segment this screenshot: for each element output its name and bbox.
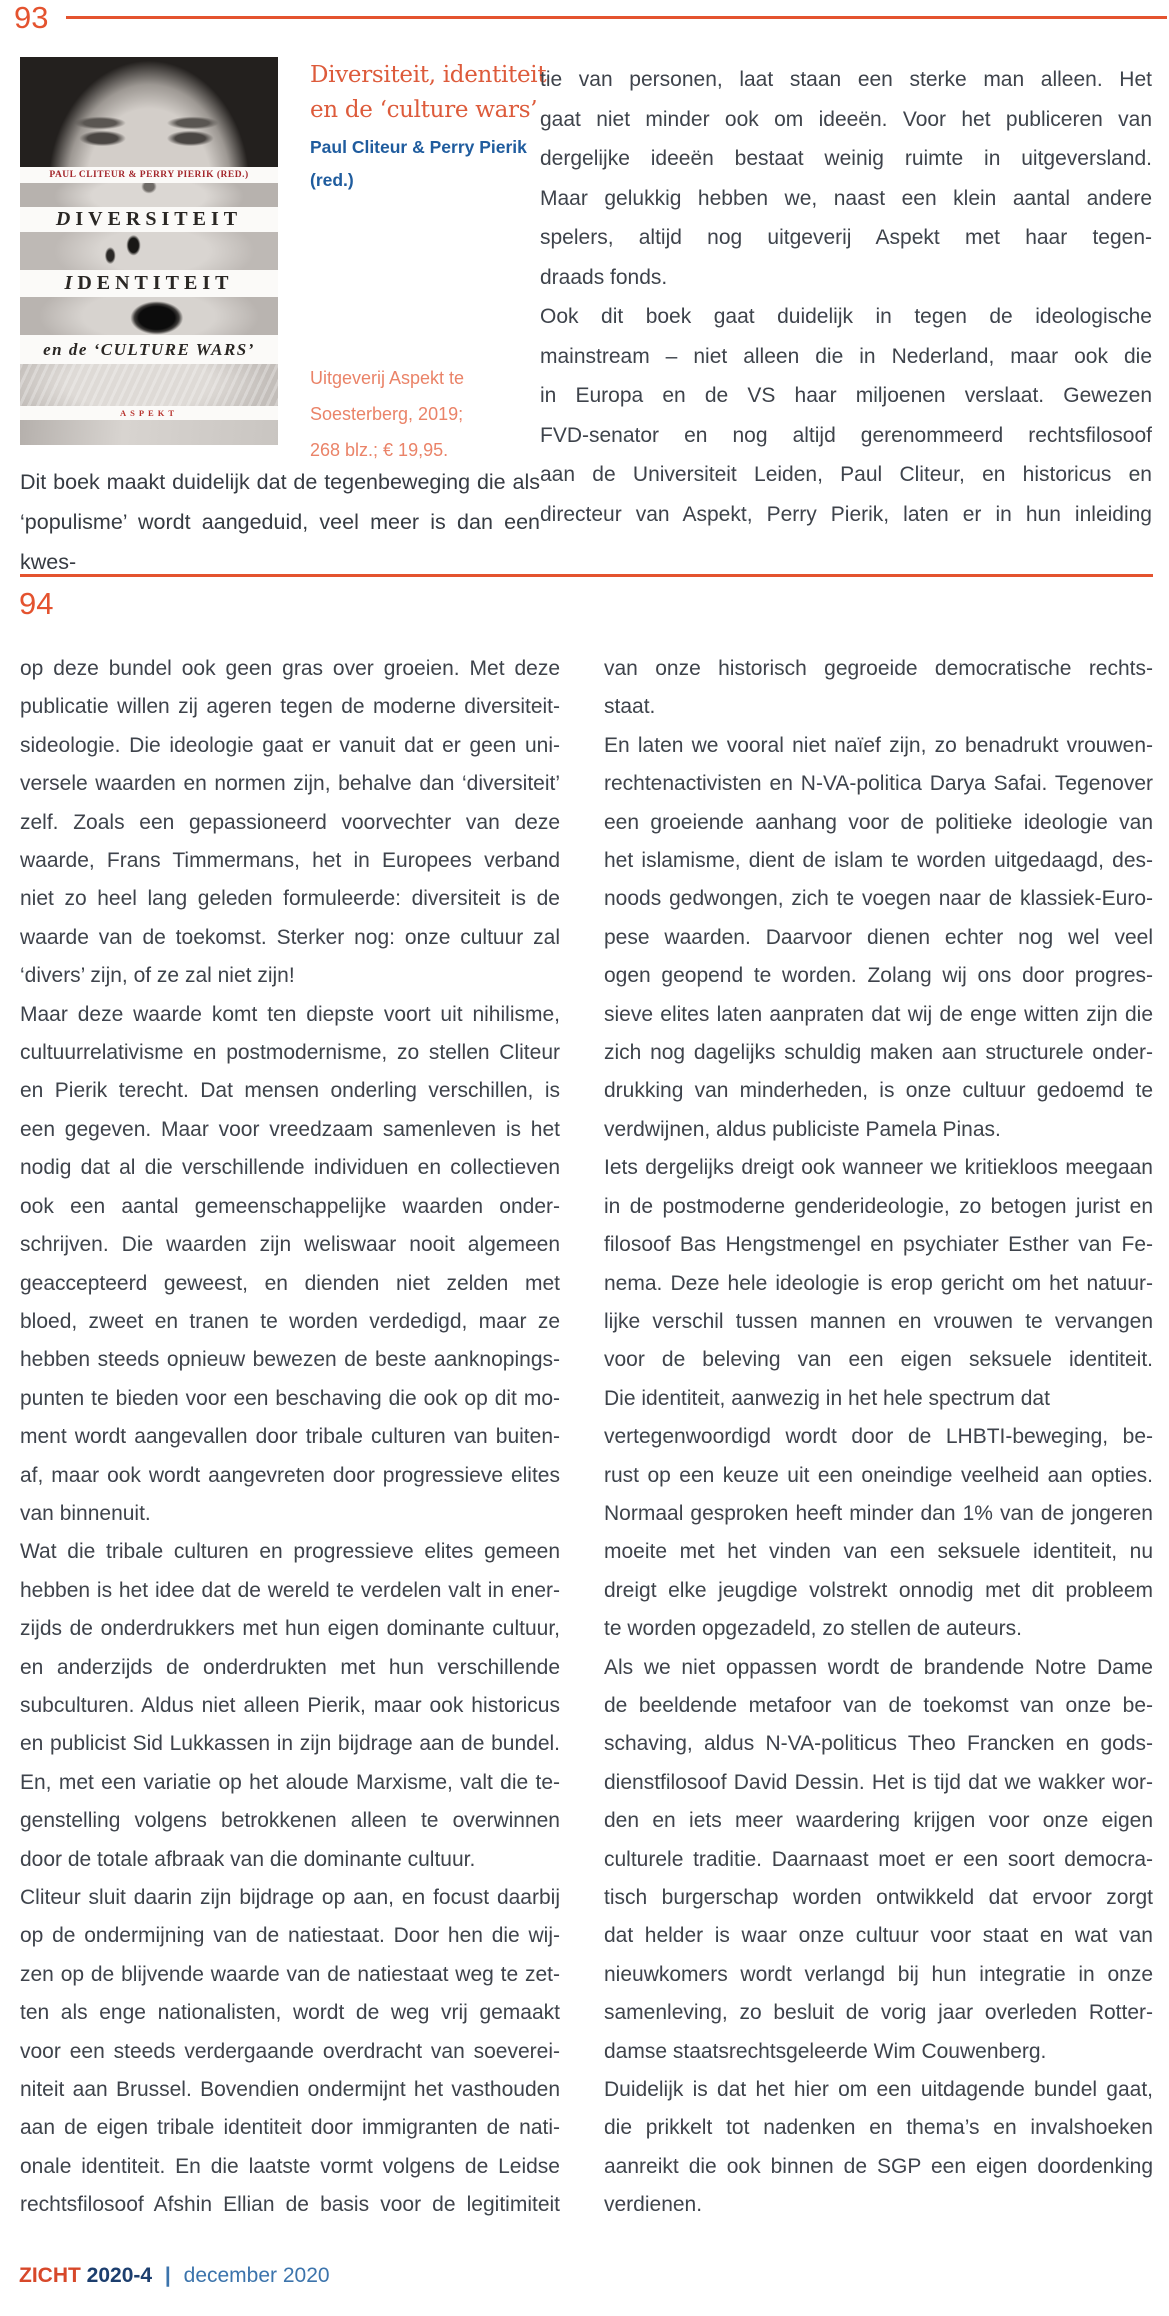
text-line: en anderzijds de onderdrukten met hun verschillende [20, 1655, 560, 1679]
text-line: en publicist Sid Lukkassen in zijn bijdrage aan de bundel. [20, 1732, 560, 1756]
text-line: culturele traditie. Daarnaast moet er een soort democra- [604, 1847, 1153, 1871]
text-line: voor een steeds verdergaande overdracht van soeverei- [20, 2039, 560, 2063]
text-line: niet zo heel lang geleden formuleerde: diversiteit is de [20, 887, 560, 911]
text-line: schrijven. Die waarden zijn weliswaar nooit algemeen [20, 1233, 560, 1257]
text-line: ‘populisme’ wordt aangeduid, veel meer is dan een kwes- [20, 510, 540, 574]
publication-info-line1: Uitgeverij Aspekt te [310, 368, 465, 388]
text-line: aan de eigen tribale identiteit door immigranten de nati- [20, 2116, 560, 2140]
text-line: bloed, zweet en tranen te worden verdedigd, maar ze [20, 1309, 560, 1333]
footer-separator: | [164, 2264, 171, 2287]
page94-right-column [604, 650, 1153, 2225]
text-line: tisch burgerschap worden ontwikkeld dat ervoor zorgt [604, 1886, 1153, 1909]
text-line: lijke verschil tussen mannen en vrouwen te vervangen [604, 1309, 1153, 1333]
text-line: schaving, aldus N-VA-politicus Theo Francken en gods- [604, 1732, 1153, 1756]
text-line: en Pierik terecht. Dat mensen onderling verschillen, is [20, 1079, 560, 1103]
cover-publisher-logo: ASPEKT [20, 406, 278, 420]
review-authors-line2: (red.) [310, 170, 354, 190]
text-line: noods gedwongen, zich te voegen naar de klassiek-Euro- [604, 887, 1153, 911]
text-line: En laten we vooral niet naïef zijn, zo benadrukt vrouwen- [604, 733, 1153, 757]
text-line: dergelijke ideeën bestaat weinig ruimte in uitgeversland. [540, 147, 1152, 170]
text-line: te worden opgezadeld, zo stellen de auteurs. [604, 1617, 1022, 1641]
text-line: filosoof Bas Hengstmengel en psychiater Esther van Fe- [604, 1233, 1153, 1257]
text-line: vertegenwoordigd wordt door de LHBTI-beweging, be- [604, 1425, 1153, 1449]
text-line: nieuwkomers wordt verlangd bij hun integratie in onze [604, 1962, 1153, 1986]
text-line: Cliteur sluit daarin zijn bijdrage op aan, en focust daarbij [20, 1886, 560, 1909]
text-line: Normaal gesproken heeft minder dan 1% van de jongeren [604, 1501, 1153, 1525]
text-line: draads fonds. [540, 265, 668, 289]
text-line: FVD-senator en nog altijd gerenommeerd rechtsfilosoof [540, 423, 1152, 447]
text-line: spelers, altijd nog uitgeverij Aspekt met haar tegen- [540, 226, 1152, 249]
text-line: rechtsfilosoof Afshin Ellian de basis voor de legitimiteit [20, 2193, 560, 2217]
text-line: staat. [604, 695, 656, 719]
text-line: mainstream – niet alleen die in Nederland, maar ook die [540, 344, 1152, 368]
text-line: zen op de blijvende waarde van de natiestaat weg te zet- [20, 1962, 560, 1986]
cover-title-identiteit: IDENTITEIT [20, 270, 278, 297]
publication-info-line3: 268 blz.; € 19,95. [310, 440, 449, 460]
text-line: genstelling volgens betrokkenen alleen te overwinnen [20, 1809, 560, 1833]
review-title-line2: en de ‘culture wars’ [310, 97, 538, 123]
cover-authors-band: PAUL CLITEUR & PERRY PIERIK (RED.) [20, 167, 278, 183]
text-line: dat helder is waar onze cultuur voor staat en wat van [604, 1924, 1153, 1948]
cover-title-culture-wars: en de ‘CULTURE WARS’ [20, 335, 278, 364]
footer-colophon [19, 2264, 330, 2288]
text-line: ‘divers’ zijn, of ze zal niet zijn! [20, 964, 295, 988]
text-line: Duidelijk is dat het hier om een uitdagende bundel gaat, [604, 2078, 1153, 2102]
text-line: moeite met het vinden van een seksuele identiteit, nu [604, 1540, 1153, 1564]
cover-photo-strip [20, 232, 278, 270]
text-line: die prikkelt tot nadenken en thema’s en invalshoeken [604, 2116, 1153, 2140]
text-line: den en iets meer waardering krijgen voor onze eigen [604, 1809, 1153, 1833]
review-title-line1: Diversiteit, identiteit [310, 62, 547, 88]
publication-info [310, 360, 464, 468]
text-line: een groeiende aanhang voor de politieke ideologie van [604, 810, 1153, 834]
text-line: damse staatsrechtsgeleerde Wim Couwenberg. [604, 2039, 1047, 2063]
text-line: van binnenuit. [20, 1501, 151, 1525]
text-line: waarde, Frans Timmermans, het in Europees verband [20, 849, 560, 873]
review-title [310, 58, 546, 128]
text-line: aan de Universiteit Leiden, Paul Cliteur, en historicus en [540, 463, 1152, 486]
text-line: Maar deze waarde komt ten diepste voort uit nihilisme, [20, 1002, 560, 1026]
cover-photo-strip [20, 420, 278, 445]
text-line: de beeldende metafoor van de toekomst van onze be- [604, 1693, 1153, 1717]
review-authors-line1: Paul Cliteur & Perry Pierik [310, 137, 527, 157]
text-line: geaccepteerd geweest, en dienden niet zelden met [20, 1271, 560, 1295]
cover-photo-face [20, 57, 278, 167]
text-line: ogen geopend te worden. Zolang wij ons door progres- [604, 964, 1153, 988]
text-line: onale identiteit. En die laatste vormt volgens de Leidse [20, 2154, 560, 2178]
publication-info-line2: Soesterberg, 2019; [310, 404, 464, 424]
footer-issue: 2020-4 [86, 2264, 153, 2287]
text-line: punten te bieden voor een beschaving die ook op dit mo- [20, 1386, 560, 1410]
book-cover-image [20, 57, 278, 445]
text-line: van onze historisch gegroeide democratische rechts- [604, 657, 1153, 680]
text-line: aanreikt die ook binnen de SGP een eigen doordenking [604, 2154, 1153, 2178]
text-line: dreigt elke jeugdige volstrekt onnodig met dit probleem [604, 1578, 1153, 1602]
text-line: publicatie willen zij ageren tegen de moderne diversiteit- [20, 695, 560, 719]
text-line: directeur van Aspekt, Perry Pierik, laten er in hun inleiding [540, 502, 1152, 526]
text-line: sieve elites laten aanpraten dat wij de enge witten zijn die [604, 1002, 1153, 1026]
text-line: Dit boek maakt duidelijk dat de tegenbeweging die als [20, 470, 540, 494]
text-line: het islamisme, dient de islam te worden uitgedaagd, des- [604, 849, 1153, 873]
text-line: in de postmoderne genderideologie, zo betogen jurist en [604, 1194, 1153, 1218]
text-line: cultuurrelativisme en postmodernisme, zo stellen Cliteur [20, 1041, 560, 1065]
text-line: Als we niet oppassen wordt de brandende Notre Dame [604, 1655, 1153, 1679]
page-93-header-rule [66, 16, 1167, 19]
text-line: ten als enge nationalisten, wordt de weg vrij gemaakt [20, 2001, 560, 2025]
text-line: sideologie. Die ideologie gaat er vanuit dat er geen uni- [20, 733, 560, 757]
text-line: niteit aan Brussel. Bovendien ondermijnt het vasthouden [20, 2078, 560, 2102]
page-94-header-rule [20, 574, 1153, 577]
cover-photo-strip [20, 364, 278, 406]
text-line: een gegeven. Maar voor vreedzaam samenleven is het [20, 1117, 560, 1141]
text-line: op de ondermijning van de natiestaat. Door hen die wij- [20, 1924, 560, 1948]
text-line: Iets dergelijks dreigt ook wanneer we kritiekloos meegaan [604, 1156, 1153, 1180]
page-number-93: 93 [14, 0, 49, 35]
text-line: tie van personen, laat staan een sterke man alleen. Het [540, 68, 1152, 91]
text-line: Ook dit boek gaat duidelijk in tegen de ideologische [540, 305, 1152, 328]
text-line: En, met een variatie op het aloude Marxisme, valt die te- [20, 1770, 560, 1794]
page93-right-column [540, 60, 1152, 534]
text-line: hebben is het idee dat de wereld te verdelen valt in ener- [20, 1578, 560, 1602]
text-line: subculturen. Aldus niet alleen Pierik, maar ook historicus [20, 1693, 560, 1717]
cover-photo-strip [20, 297, 278, 335]
text-line: dienstfilosoof David Dessin. Het is tijd dat we wakker wor- [604, 1770, 1153, 1794]
text-line: Maar gelukkig hebben we, naast een klein aantal andere [540, 186, 1152, 210]
text-line: zelf. Zoals een gepassioneerd voorvechter van deze [20, 810, 560, 834]
text-line: zijds de onderdrukkers met hun eigen dominante cultuur, [20, 1617, 560, 1641]
text-line: rust op een keuze uit een oneindige veelheid aan opties. [604, 1463, 1153, 1487]
text-line: pese waarden. Daarvoor dienen echter nog wel veel [604, 925, 1153, 949]
text-line: gaat niet minder ook om ideeën. Voor het publiceren van [540, 107, 1152, 131]
text-line: Die identiteit, aanwezig in het hele spectrum dat [604, 1386, 1050, 1410]
review-intro-text [20, 462, 540, 582]
text-line: ook een aantal gemeenschappelijke waarden onder- [20, 1194, 560, 1218]
text-line: ment wordt aangevallen door tribale culturen van buiten- [20, 1425, 560, 1449]
footer-magazine-name: ZICHT [19, 2264, 81, 2287]
page94-left-column [20, 650, 560, 2225]
page-number-94: 94 [19, 586, 54, 621]
text-line: nodig dat al die verschillende individuen en collectieven [20, 1156, 560, 1180]
review-authors [310, 131, 527, 197]
text-line: zich nog dagelijks schuldig maken aan structurele onder- [604, 1041, 1153, 1065]
text-line: voor de beleving van een eigen seksuele identiteit. [604, 1348, 1153, 1372]
text-line: op deze bundel ook geen gras over groeien. Met deze [20, 657, 560, 680]
text-line: rechtenactivisten en N-VA-politica Darya Safai. Tegenover [604, 772, 1153, 796]
text-line: verdienen. [604, 2193, 703, 2217]
footer-date: december 2020 [183, 2264, 330, 2287]
text-line: verdwijnen, aldus publiciste Pamela Pinas. [604, 1117, 1001, 1141]
text-line: in Europa en de VS haar miljoenen verslaat. Gewezen [540, 384, 1152, 407]
text-line: Wat die tribale culturen en progressieve elites gemeen [20, 1540, 560, 1564]
text-line: af, maar ook wordt aangevreten door progressieve elites [20, 1463, 560, 1487]
text-line: nema. Deze hele ideologie is erop gericht om het natuur- [604, 1271, 1153, 1295]
text-line: samenleving, zo besluit de vorig jaar overleden Rotter- [604, 2001, 1153, 2025]
cover-title-diversiteit: DIVERSITEIT [20, 207, 278, 232]
cover-photo-strip [20, 183, 278, 207]
text-line: door de totale afbraak van die dominante cultuur. [20, 1847, 476, 1871]
text-line: versele waarden en normen zijn, behalve dan ‘diversiteit’ [20, 772, 560, 796]
text-line: waarde van de toekomst. Sterker nog: onze cultuur zal [20, 925, 560, 949]
text-line: hebben steeds opnieuw bewezen de beste aanknopings- [20, 1348, 560, 1372]
text-line: drukking van minderheden, is onze cultuur gedoemd te [604, 1079, 1153, 1103]
